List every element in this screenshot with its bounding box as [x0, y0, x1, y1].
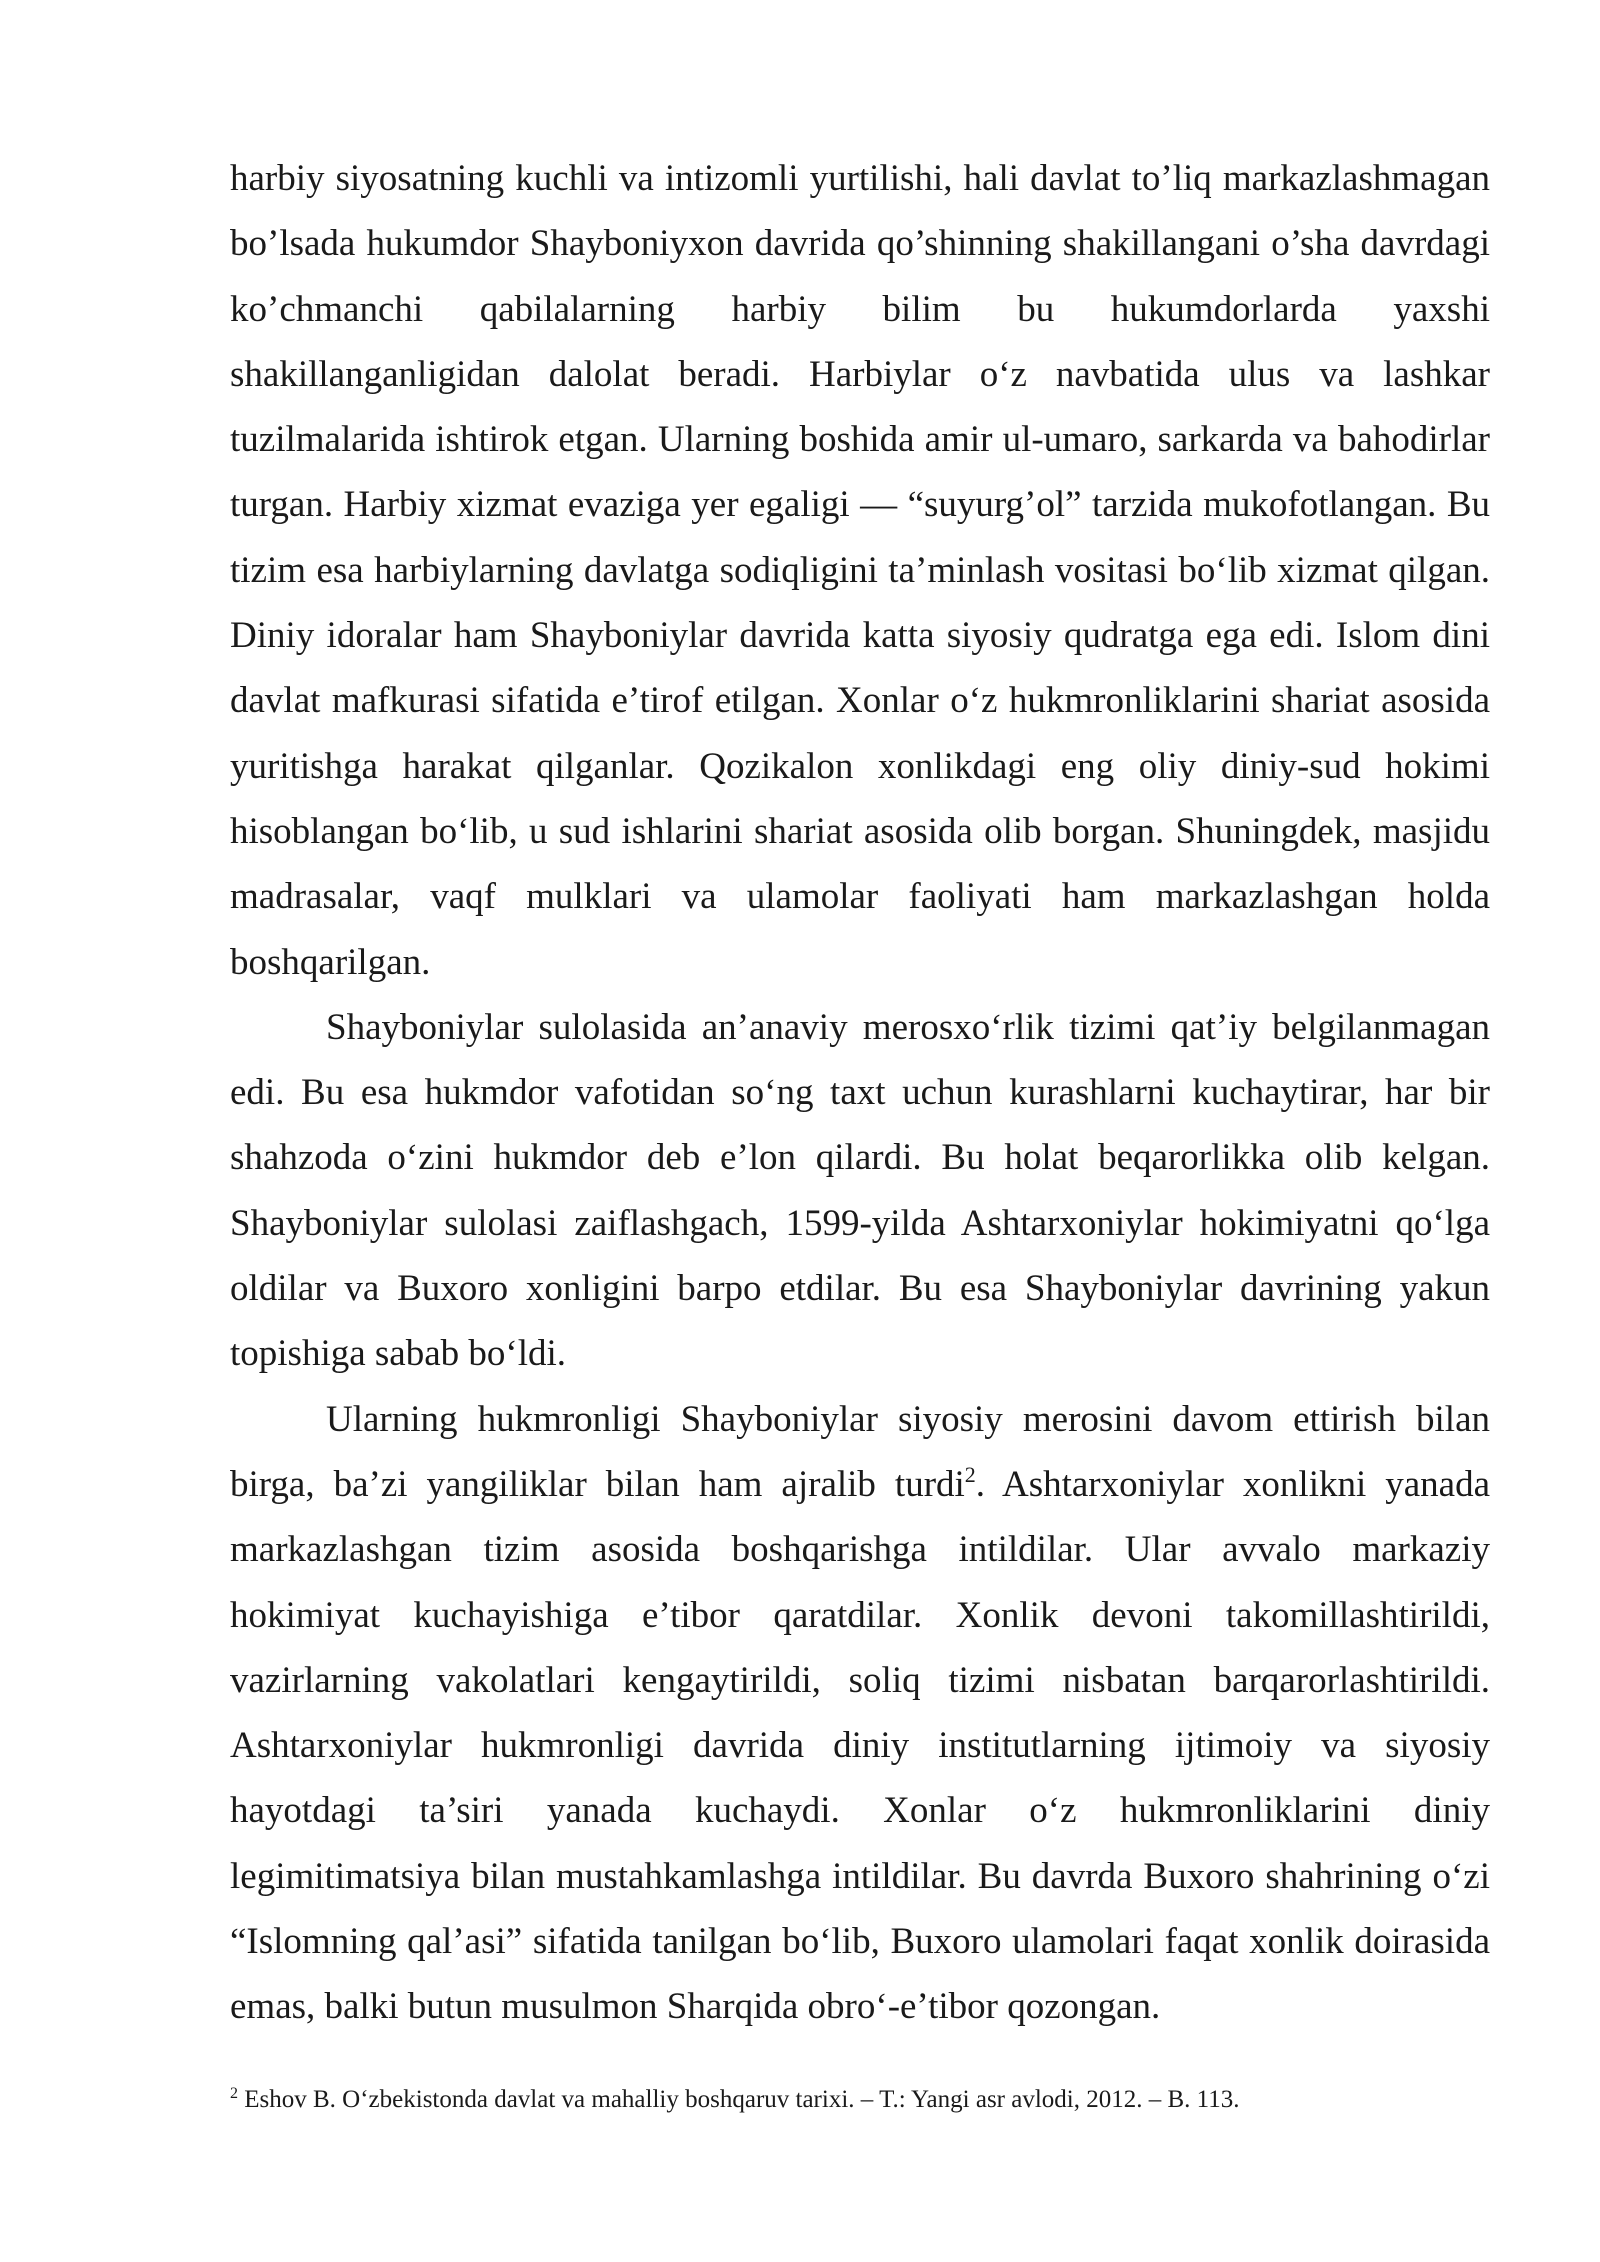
footnote-text: Eshov B. O‘zbekistonda davlat va mahalliy boshqaruv tarixi. – T.: Yangi asr avlodi, 2012. – B. 113.: [238, 2086, 1240, 2113]
paragraph-3-text-start: Ularning hukmronligi Shayboniylar siyosiy merosini davom ettirish bilan birga, ba’zi yangiliklar bilan ham ajralib turdi: [230, 1398, 1490, 1505]
paragraph-2: Shayboniylar sulolasida an’anaviy merosxo‘rlik tizimi qat’iy belgilanmagan edi. Bu esa hukmdor vafotidan so‘ng taxt uchun kurashlarni kuchaytirar, har bir shahzoda o‘zini hukmdor deb e’lon qilardi. Bu holat beqarorlikka olib kelgan. Shayboniylar sulolasi zaiflashgach, 1599-yilda Ashtarxoniylar hokimiyatni qo‘lga oldilar va Buxoro xonligini barpo etdilar. Bu esa Shayboniylar davrining yakun topishiga sabab bo‘ldi.: [230, 1006, 1490, 1375]
footnote-mark: 2: [230, 2085, 238, 2102]
paragraph-3-text-end: . Ashtarxoniylar xonlikni yanada markazlashgan tizim asosida boshqarishga intildilar. Ular avvalo markaziy hokimiyat kuchayishiga e’tibor qaratdilar. Xonlik devoni takomillashtirildi, vazirlarning vakolatlari kengaytirildi, soliq tizimi nisbatan barqarorlashtirildi. Ashtarxoniylar hukmronligi davrida diniy institutlarning ijtimoiy va siyosiy hayotdagi ta’siri yanada kuchaydi. Xonlar o‘z hukmronliklarini diniy legimitimatsiya bilan mustahkamlashga intildilar. Bu davrda Buxoro shahrining o‘zi “Islomning qal’asi” sifatida tanilgan bo‘lib, Buxoro ulamolari faqat xonlik doirasida emas, balki butun musulmon Sharqida obro‘-e’tibor qozongan.: [230, 1463, 1491, 2028]
footnote-reference[interactable]: 2: [964, 1461, 976, 1487]
body-text: [230, 146, 1490, 2040]
paragraph-1: harbiy siyosatning kuchli va intizomli yurtilishi, hali davlat to’liq markazlashmagan bo’lsada hukumdor Shayboniyxon davrida qo’shinning shakillangani o’sha davrdagi ko’chmanchi qabilalarning harbiy bilim bu hukumdorlarda yaxshi shakillanganligidan dalolat beradi. Harbiylar o‘z navbatida ulus va lashkar tuzilmalarida ishtirok etgan. Ularning boshida amir ul-umaro, sarkarda va bahodirlar turgan. Harbiy xizmat evaziga yer egaligi — “suyurg’ol” tarzida mukofotlangan. Bu tizim esa harbiylarning davlatga sodiqligini ta’minlash vositasi bo‘lib xizmat qilgan. Diniy idoralar ham Shayboniylar davrida katta siyosiy qudratga ega edi. Islom dini davlat mafkurasi sifatida e’tirof etilgan. Xonlar o‘z hukmronliklarini shariat asosida yuritishga harakat qilganlar. Qozikalon xonlikdagi eng oliy diniy-sud hokimi hisoblangan bo‘lib, u sud ishlarini shariat asosida olib borgan. Shuningdek, masjidu madrasalar, vaqf mulklari va ulamolar faoliyati ham markazlashgan holda boshqarilgan.: [230, 158, 1490, 983]
footnote: [230, 2083, 1490, 2117]
paragraph-3: [230, 1387, 1490, 2040]
